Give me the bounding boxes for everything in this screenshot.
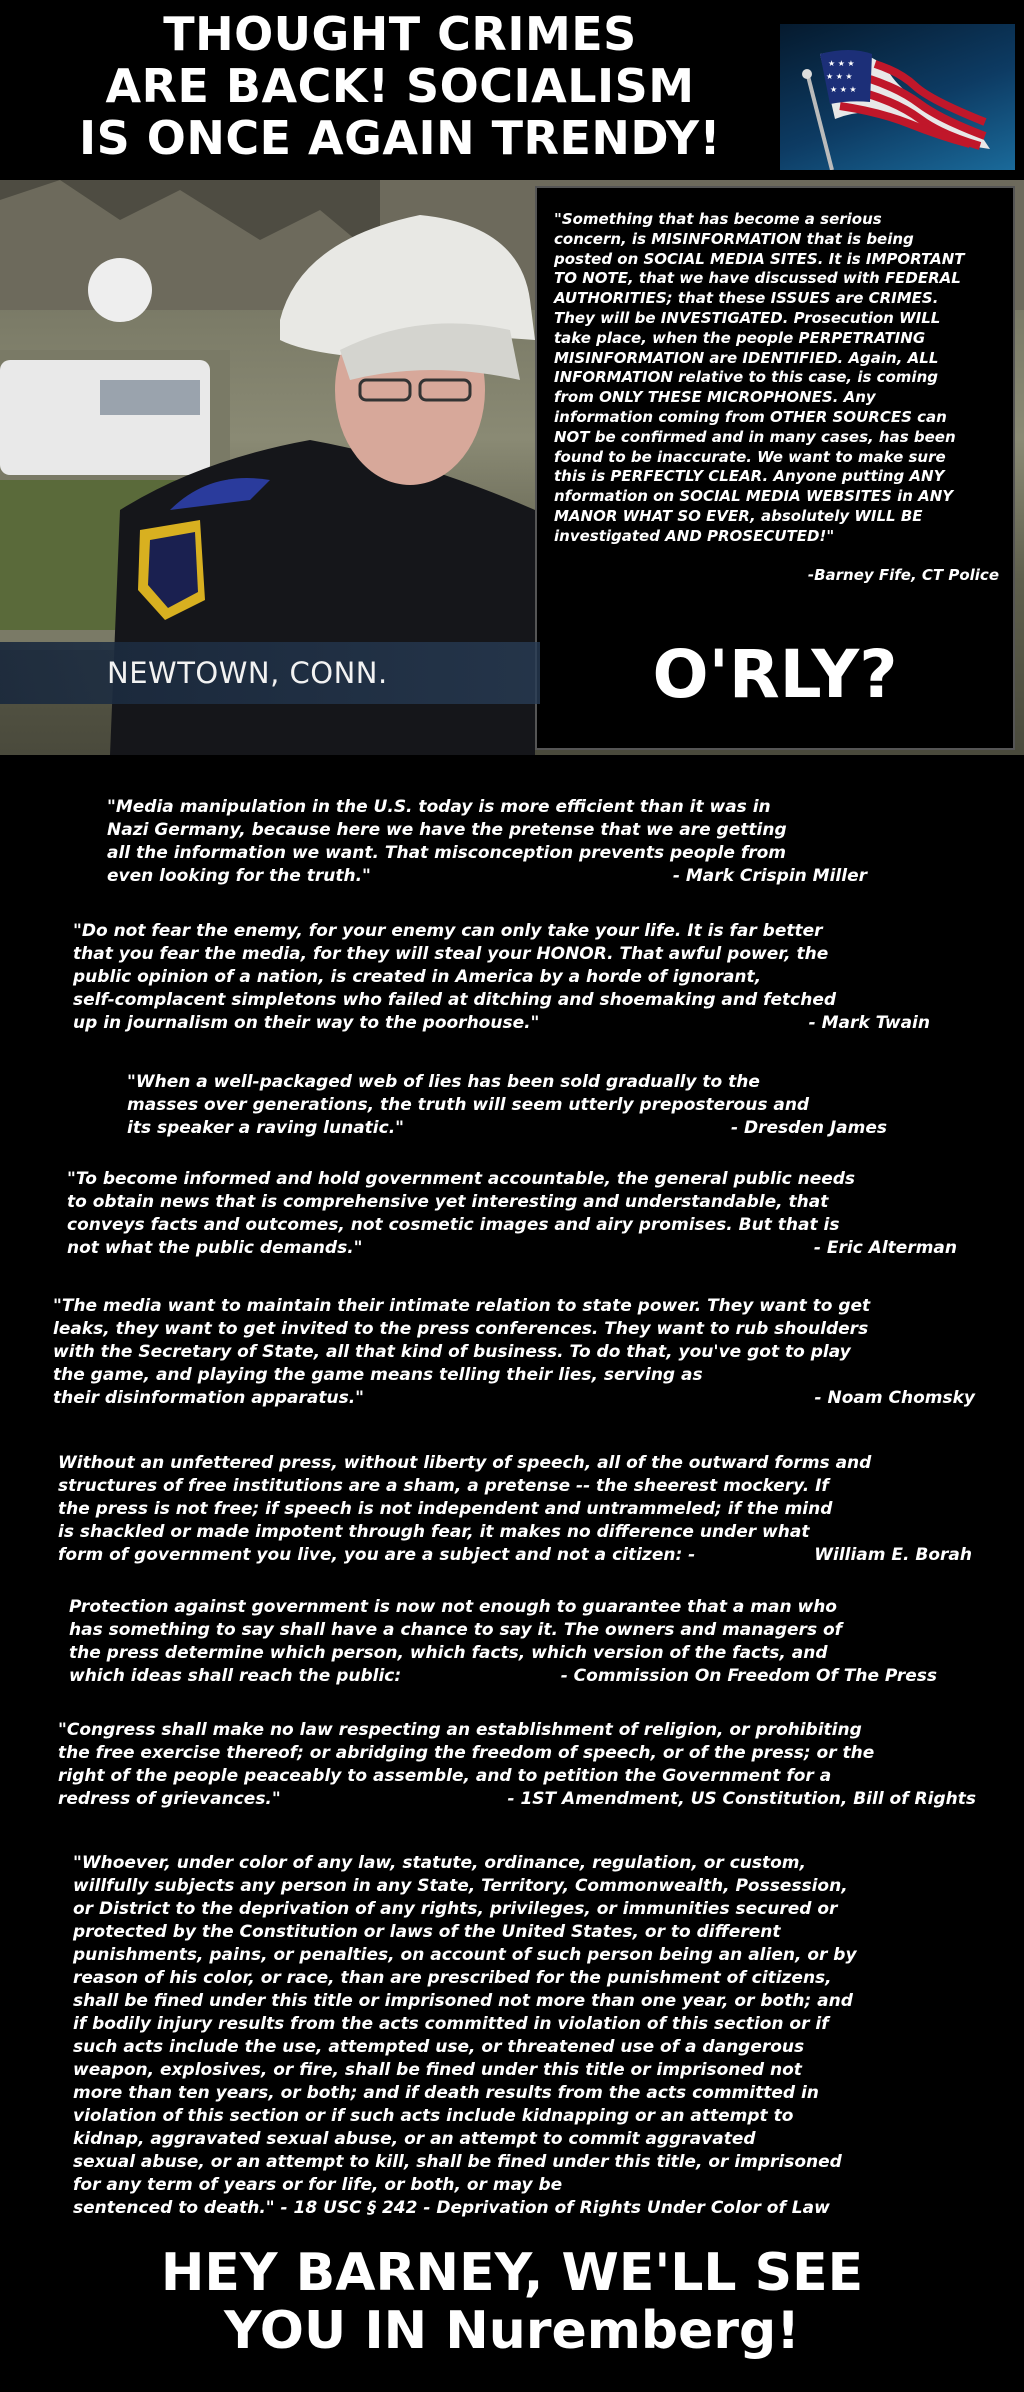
quote-line: Nazi Germany, because here we have the pretense that we are getting [107,820,787,840]
quote-line: even looking for the truth." [107,866,371,886]
quote-block [107,796,867,888]
quote-line: that you fear the media, for they will steal your HONOR. That awful power, the [73,944,829,964]
quote-line: the press determine which person, which facts, which version of the facts, and [69,1643,828,1663]
quote-block [58,1452,972,1567]
quote-block [73,1852,953,2220]
us-flag-icon [780,24,1015,170]
svg-text:★ ★ ★: ★ ★ ★ [828,59,855,68]
quote-line: self-complacent simpletons who failed at ditching and shoemaking and fetched [73,990,837,1010]
quote-line: masses over generations, the truth will seem utterly preposterous and [127,1095,810,1115]
headline-line: THOUGHT CRIMES [163,7,637,61]
quote-line: the free exercise thereof; or abridging the freedom of speech, or of the press; or the [58,1743,875,1763]
quote-line: sexual abuse, or an attempt to kill, shall be fined under this title, or imprisoned [73,2152,842,2172]
quote-line: more than ten years, or both; and if death results from the acts committed in [73,2083,819,2103]
quote-attribution: - 1ST Amendment, US Constitution, Bill of Rights [507,1789,976,1809]
quote-line: or District to the deprivation of any rights, privileges, or immunities secured or [73,1899,838,1919]
quote-attribution: - Mark Crispin Miller [672,866,867,886]
closing-line: HEY BARNEY, WE'LL SEE [160,2243,864,2303]
quote-last-line [73,1012,930,1035]
quote-line: their disinformation apparatus." [53,1388,365,1408]
headline-line: ARE BACK! SOCIALISM [105,59,695,113]
quote-line: willfully subjects any person in any State, Territory, Commonwealth, Possession, [73,1876,848,1896]
quote-attribution: - Mark Twain [808,1013,930,1033]
svg-text:★ ★ ★: ★ ★ ★ [826,72,853,81]
quote-line: has something to say shall have a chance to say it. The owners and managers of [69,1620,843,1640]
quote-line: shall be fined under this title or imprisoned not more than one year, or both; and [73,1991,853,2011]
quote-attribution: William E. Borah [814,1545,972,1565]
quote-line: sentenced to death." - 18 USC § 242 - Deprivation of Rights Under Color of Law [73,2198,830,2218]
quote-line: if bodily injury results from the acts committed in violation of this section or if [73,2014,829,2034]
quote-last-line [73,2197,953,2220]
quote-line: "The media want to maintain their intimate relation to state power. They want to get [53,1296,871,1316]
closing-line: YOU IN Nuremberg! [223,2301,800,2361]
quote-line: protected by the Constitution or laws of the United States, or to different [73,1922,781,1942]
quote-block [53,1295,975,1410]
quote-line: such acts include the use, attempted use, or threatened use of a dangerous [73,2037,805,2057]
svg-text:★ ★ ★: ★ ★ ★ [830,85,857,94]
quote-line: Without an unfettered press, without liberty of speech, all of the outward forms and [58,1453,872,1473]
quote-block [67,1168,957,1260]
police-quote-box [535,186,1015,750]
quote-attribution: - Noam Chomsky [814,1388,975,1408]
police-quote-text: "Something that has become a serious concern, is MISINFORMATION that is being posted on SOCIAL MEDIA SITES. It is IMPORTANT TO NOTE, that we have discussed with FEDERAL AUTHORITIES; that these ISSUES are CRIMES. They will be INVESTIGATED. Prosecution WILL take place, when the people PERPETRATING MISINFORMATION are IDENTIFIED. Again, ALL INFORMATION relative to this case, is coming from ONLY THESE MICROPHONES. Any information coming from OTHER SOURCES can NOT be confirmed and in many cases, has been found to be inaccurate. We want to make sure this is PERFECTLY CLEAR. Anyone putting ANY nformation on SOCIAL MEDIA WEBSITES in ANY MANOR WHAT SO EVER, absolutely WILL BE investigated AND PROSECUTED!" [554,210,965,545]
police-quote-attribution: -Barney Fife, CT Police [807,566,999,584]
quote-last-line [58,1788,976,1811]
chyron-text: NEWTOWN, CONN. [107,656,388,690]
quote-line: "Media manipulation in the U.S. today is more efficient than it was in [107,797,771,817]
quote-line: not what the public demands." [67,1238,363,1258]
quote-line: "When a well-packaged web of lies has been sold gradually to the [127,1072,760,1092]
quote-last-line [53,1387,975,1410]
quote-line: is shackled or made impotent through fear, it makes no difference under what [58,1522,810,1542]
headline-line: IS ONCE AGAIN TRENDY! [79,111,721,165]
quote-last-line [107,865,867,888]
quote-attribution: - Dresden James [731,1118,887,1138]
quote-line: "Whoever, under color of any law, statute, ordinance, regulation, or custom, [73,1853,806,1873]
quote-line: to obtain news that is comprehensive yet interesting and understandable, that [67,1192,829,1212]
quote-line: violation of this section or if such acts include kidnapping or an attempt to [73,2106,794,2126]
quote-line: the game, and playing the game means telling their lies, serving as [53,1365,703,1385]
quote-attribution: - Eric Alterman [813,1238,957,1258]
quote-line: which ideas shall reach the public: [69,1666,402,1686]
quote-block [58,1719,976,1811]
quote-attribution: - Commission On Freedom Of The Press [560,1666,937,1686]
quote-line: redress of grievances." [58,1789,281,1809]
orly-caption: O'RLY? [652,636,898,713]
quote-block [73,920,930,1035]
quote-line: public opinion of a nation, is created in America by a horde of ignorant, [73,967,762,987]
quote-line: all the information we want. That misconception prevents people from [107,843,787,863]
quote-line: right of the people peaceably to assemble, and to petition the Government for a [58,1766,832,1786]
quote-line: Protection against government is now not enough to guarantee that a man who [69,1597,837,1617]
quote-line: its speaker a raving lunatic." [127,1118,405,1138]
quote-line: punishments, pains, or penalties, on account of such person being an alien, or by [73,1945,857,1965]
quote-line: form of government you live, you are a subject and not a citizen: - [58,1545,696,1565]
quote-line: weapon, explosives, or fire, shall be fined under this title or imprisoned not [73,2060,802,2080]
quote-line: "Congress shall make no law respecting an establishment of religion, or prohibiting [58,1720,862,1740]
headline [40,8,760,164]
quote-last-line [69,1665,937,1688]
closing-message [0,2244,1024,2360]
quote-line: up in journalism on their way to the poorhouse." [73,1013,540,1033]
quote-line: structures of free institutions are a sham, a pretense -- the sheerest mockery. If [58,1476,829,1496]
location-chyron [0,642,540,704]
quote-line: the press is not free; if speech is not independent and untrammeled; if the mind [58,1499,833,1519]
quote-last-line [127,1117,887,1140]
quote-last-line [67,1237,957,1260]
quote-block [69,1596,937,1688]
quote-line: for any term of years or for life, or both, or may be [73,2175,563,2195]
quote-line: conveys facts and outcomes, not cosmetic images and airy promises. But that is [67,1215,840,1235]
quote-line: with the Secretary of State, all that kind of business. To do that, you've got to play [53,1342,851,1362]
quote-block [127,1071,887,1140]
quote-last-line [58,1544,972,1567]
quote-line: reason of his color, or race, than are prescribed for the punishment of citizens, [73,1968,832,1988]
quote-line: "Do not fear the enemy, for your enemy can only take your life. It is far better [73,921,823,941]
quote-line: leaks, they want to get invited to the press conferences. They want to rub shoulders [53,1319,869,1339]
quote-line: kidnap, aggravated sexual abuse, or an attempt to commit aggravated [73,2129,756,2149]
quote-line: "To become informed and hold government accountable, the general public needs [67,1169,856,1189]
